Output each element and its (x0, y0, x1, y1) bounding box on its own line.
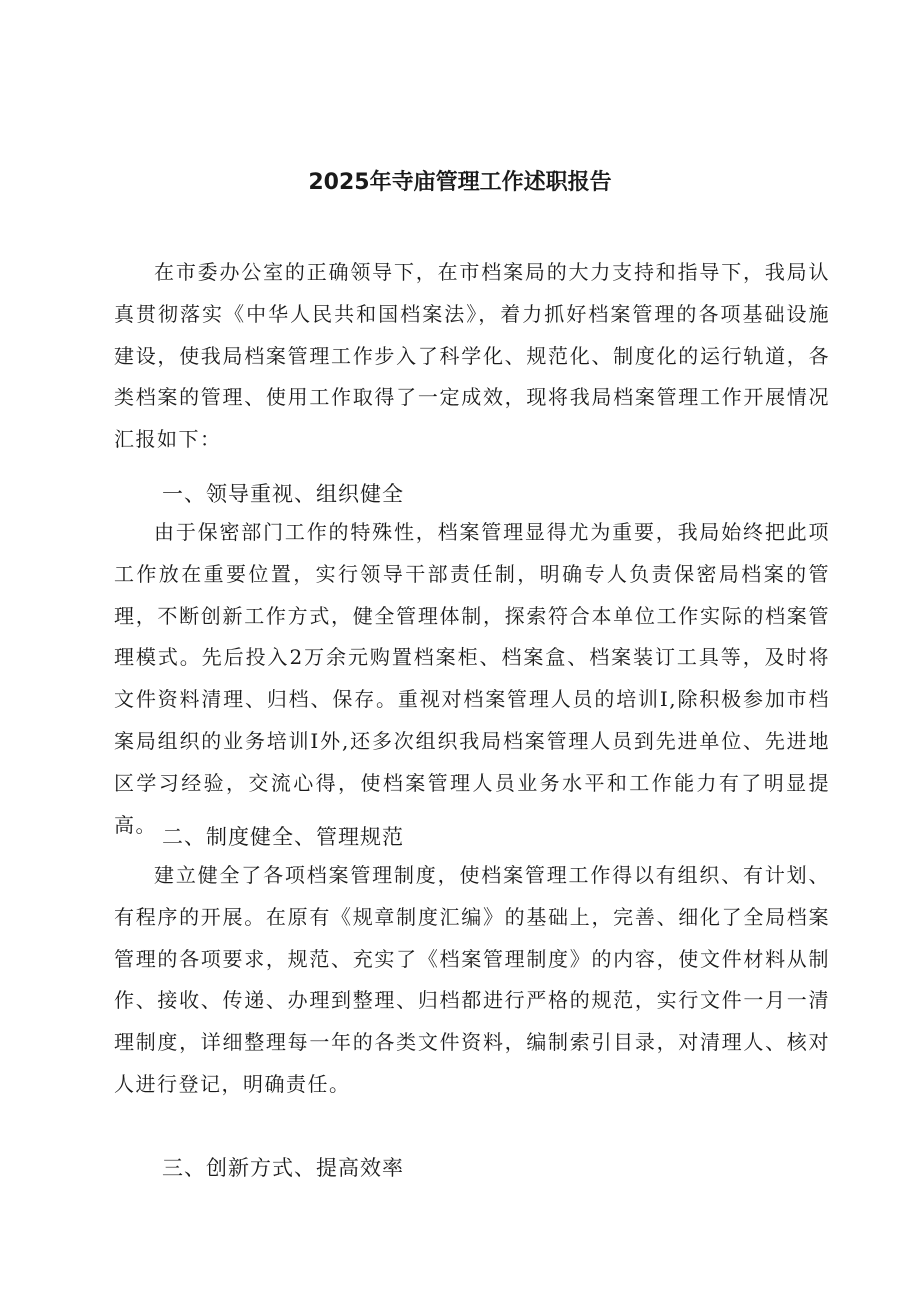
intro-paragraph: 在市委办公室的正确领导下，在市档案局的大力支持和指导下，我局认真贯彻落实《中华人民共和国档案法》，着力抓好档案管理的各项基础设施建设，使我局档案管理工作步入了科学化、规范化、制度化的运行轨道，各类档案的管理、使用工作取得了一定成效，现将我局档案管理工作开展情况汇报如下： (114, 260, 830, 452)
section-2-heading: 二、制度健全、管理规范 (162, 825, 404, 849)
section-1-paragraph: 由于保密部门工作的特殊性，档案管理显得尤为重要，我局始终把此项工作放在重要位置，实行领导干部责任制，明确专人负责保密局档案的管理，不断创新工作方式，健全管理体制，探索符合本单位工作实际的档案管理模式。先后投入2万余元购置档案柜、档案盒、档案装订工具等，及时将文件资料清理、归档、保存。重视对档案管理人员的培训I,除积极参加市档案局组织的业务培训I外,还多次组织我局档案管理人员到先进单位、先进地区学习经验，交流心得，使档案管理人员业务水平和工作能力有了明显提高。 (114, 520, 830, 837)
section-2-paragraph: 建立健全了各项档案管理制度，使档案管理工作得以有组织、有计划、有程序的开展。在原有《规章制度汇编》的基础上，完善、细化了全局档案管理的各项要求，规范、充实了《档案管理制度》的内容，使文件材料从制作、接收、传递、办理到整理、归档都进行严格的规范，实行文件一月一清理制度，详细整理每一年的各类文件资料，编制索引目录，对清理人、核对人进行登记，明确责任。 (114, 863, 830, 1096)
section-3-heading: 三、创新方式、提高效率 (162, 1156, 404, 1180)
section-1-heading: 一、领导重视、组织健全 (162, 482, 404, 506)
document-title: 2025年寺庙管理工作述职报告 (308, 170, 612, 195)
